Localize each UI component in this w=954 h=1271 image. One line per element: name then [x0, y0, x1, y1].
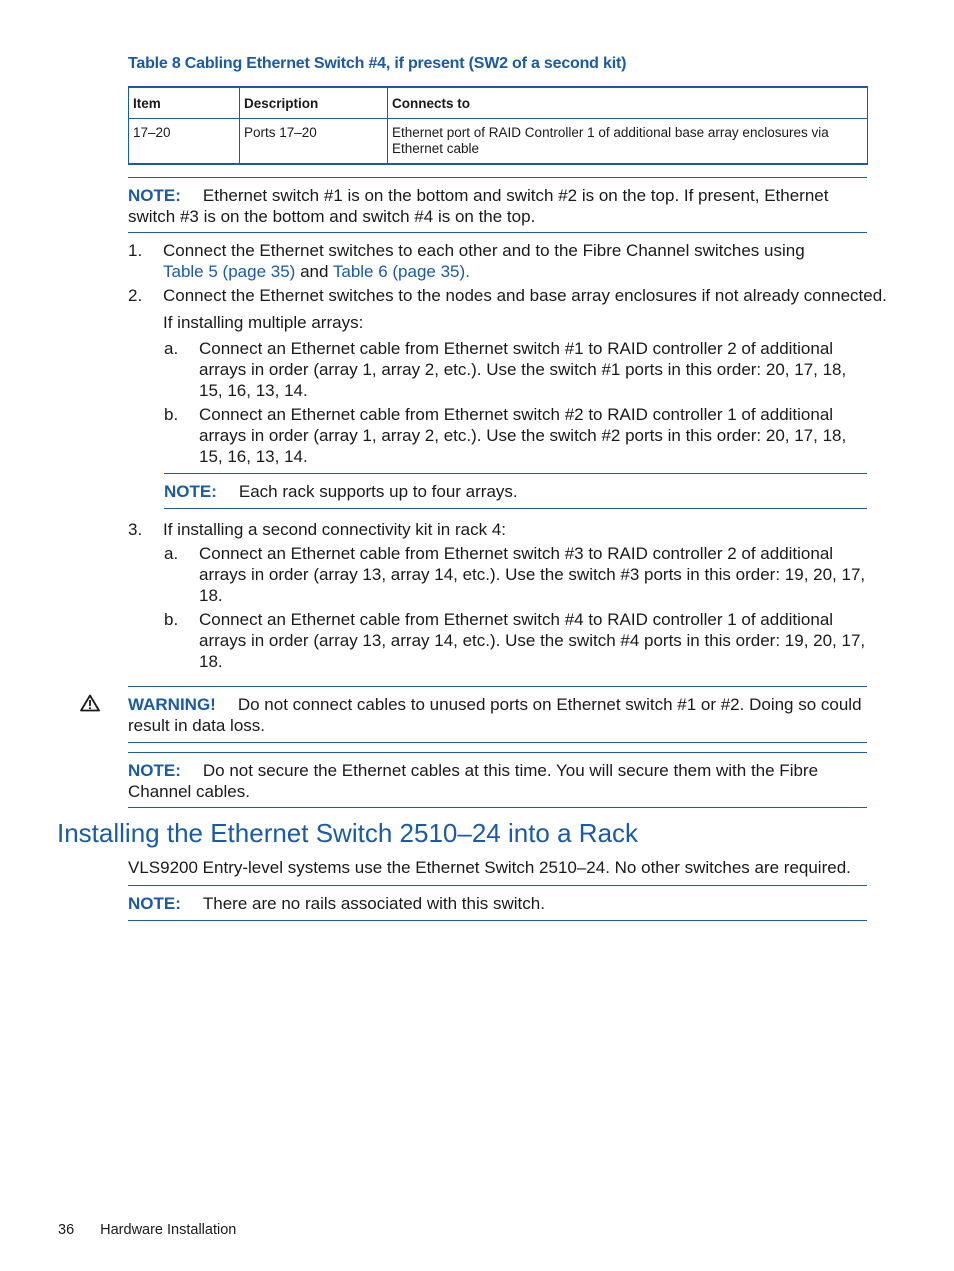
table-header-row	[129, 87, 868, 119]
header-description: Description	[240, 87, 388, 119]
cell-item: 17–20	[129, 119, 240, 165]
note-four-arrays	[164, 481, 518, 502]
step-1-text: Connect the Ethernet switches to each other and to the Fibre Channel switches using	[163, 241, 805, 260]
substep-3a: Connect an Ethernet cable from Ethernet switch #3 to RAID controller 2 of additional arrays in order (array 13, array 14, etc.). Use the switch #3 ports in this order: 19, 20, 17, 18.	[199, 544, 866, 605]
step-3-text: If installing a second connectivity kit in rack 4:	[163, 520, 506, 539]
step-2-text: Connect the Ethernet switches to the nodes and base array enclosures if not already connected.	[163, 286, 887, 305]
note-rule-top	[128, 752, 867, 753]
warning-rule-top	[128, 686, 867, 687]
note-rule-top	[164, 473, 867, 474]
section-heading: Installing the Ethernet Switch 2510–24 into a Rack	[57, 818, 639, 848]
note-secure-cables	[128, 760, 868, 802]
note-text: There are no rails associated with this switch.	[202, 894, 545, 913]
note-rule-bottom	[128, 807, 867, 808]
note-rule-bottom	[128, 920, 867, 921]
note-label: NOTE:	[128, 894, 181, 913]
step-1	[163, 240, 868, 282]
warning-unused-ports	[128, 694, 868, 736]
page-footer	[58, 1222, 262, 1238]
step-2-subtext: If installing multiple arrays:	[163, 313, 364, 332]
substep-3b: Connect an Ethernet cable from Ethernet switch #4 to RAID controller 1 of additional arrays in order (array 13, array 14, etc.). Use the switch #4 ports in this order: 19, 20, 17, 18.	[199, 610, 866, 671]
note-no-rails	[128, 893, 545, 914]
warning-rule-bottom	[128, 742, 867, 743]
step-number: 3.	[128, 520, 143, 539]
substep-letter: a.	[164, 544, 179, 563]
note-text: Do not secure the Ethernet cables at this time. You will secure them with the Fibre Channel cables.	[128, 761, 819, 801]
substep-letter: b.	[164, 405, 179, 424]
page-number: 36	[58, 1222, 75, 1238]
link-table-6[interactable]: Table 6 (page 35)	[332, 262, 466, 281]
section-body: VLS9200 Entry-level systems use the Ethernet Switch 2510–24. No other switches are required.	[128, 858, 851, 877]
substep-letter: a.	[164, 339, 179, 358]
cabling-table	[128, 86, 868, 165]
cell-description: Ports 17–20	[240, 119, 388, 165]
note-label: NOTE:	[128, 761, 181, 780]
cell-connects-to: Ethernet port of RAID Controller 1 of additional base array enclosures via Ethernet cable	[388, 119, 868, 165]
note-label: NOTE:	[164, 482, 217, 501]
substep-letter: b.	[164, 610, 179, 629]
header-connects-to: Connects to	[388, 87, 868, 119]
step-number: 1.	[128, 241, 143, 260]
note-text: Ethernet switch #1 is on the bottom and switch #2 is on the top. If present, Ethernet switch #3 is on the bottom and switch #4 is on the top.	[128, 186, 829, 226]
footer-section: Hardware Installation	[100, 1222, 237, 1238]
note-rule-top	[128, 885, 867, 886]
table-title: Table 8 Cabling Ethernet Switch #4, if present (SW2 of a second kit)	[128, 55, 627, 72]
note-text: Each rack supports up to four arrays.	[238, 482, 518, 501]
step-number: 2.	[128, 286, 143, 305]
note-label: NOTE:	[128, 186, 181, 205]
substep-2a: Connect an Ethernet cable from Ethernet switch #1 to RAID controller 2 of additional arrays in order (array 1, array 2, etc.). Use the switch #1 ports in this order: 20, 17, 18, 15, 16, 13, 14.	[199, 339, 847, 400]
note-rule-bottom	[164, 508, 867, 509]
note-ethernet-switch-order	[128, 185, 868, 227]
note-rule-top	[128, 177, 867, 178]
table-row	[129, 119, 868, 165]
step-1-and: and	[300, 262, 329, 281]
warning-label: WARNING!	[128, 695, 216, 714]
header-item: Item	[129, 87, 240, 119]
note-rule-bottom	[128, 232, 867, 233]
step-1-period: .	[465, 262, 470, 281]
warning-text: Do not connect cables to unused ports on Ethernet switch #1 or #2. Doing so could result in data loss.	[128, 695, 862, 735]
warning-triangle-icon	[80, 694, 100, 712]
substep-2b: Connect an Ethernet cable from Ethernet switch #2 to RAID controller 1 of additional arrays in order (array 1, array 2, etc.). Use the switch #2 ports in this order: 20, 17, 18, 15, 16, 13, 14.	[199, 405, 847, 466]
link-table-5[interactable]: Table 5 (page 35)	[163, 262, 296, 281]
